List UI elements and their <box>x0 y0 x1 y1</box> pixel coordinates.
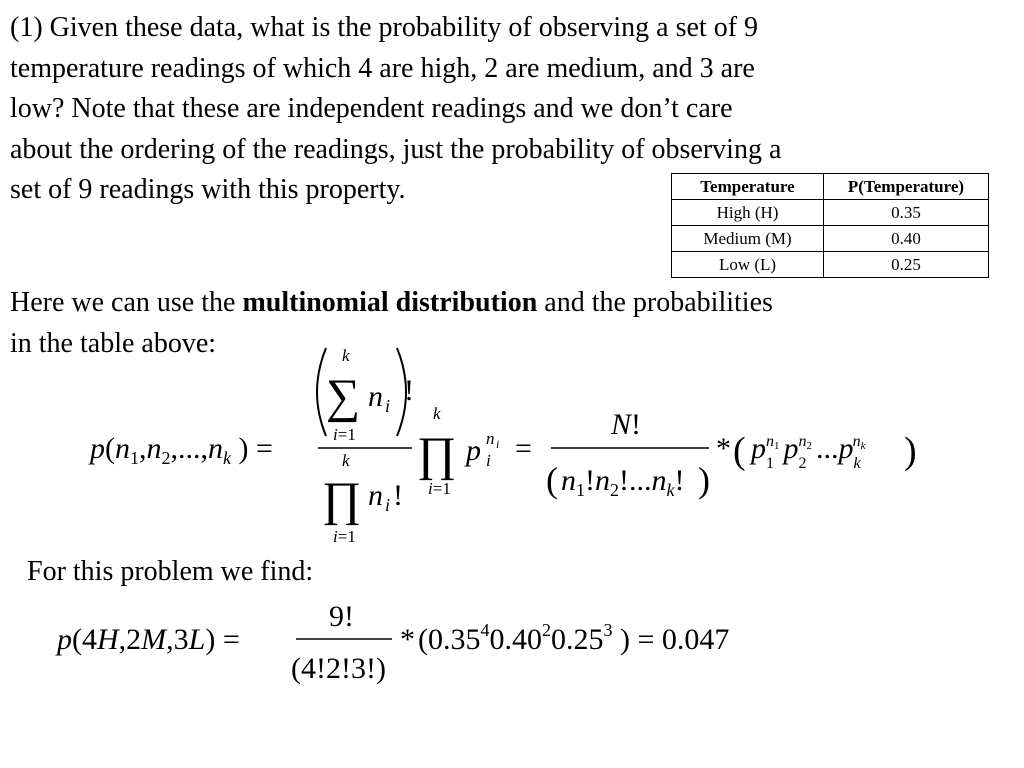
equals-sign: = <box>515 432 532 465</box>
question-line: set of 9 readings with this property. <box>10 174 406 205</box>
general-formula <box>88 346 917 546</box>
specific-numerator: 9! <box>329 600 354 633</box>
prod-term: n <box>368 479 383 512</box>
prod2-term: p <box>466 434 481 467</box>
sum-lower-limit: i=1 <box>333 425 356 444</box>
summation-sign: ∑ <box>326 370 361 423</box>
prod2-exponent: n <box>486 429 495 448</box>
product-open-paren: ( <box>733 430 746 472</box>
explanation-suffix: and the probabilities <box>537 287 773 318</box>
specific-result: 0.047 <box>661 623 730 656</box>
explanation-prefix: Here we can use the <box>10 287 243 318</box>
table-cell-probability: 0.40 <box>824 226 989 252</box>
table-cell-temperature: High (H) <box>672 200 824 226</box>
probability-product: $p_1n1$ $p_2n2$ $...p_knk$ <box>751 432 866 472</box>
general-denominator-close-paren: ) <box>698 460 710 500</box>
prod2-exponent-sub: i <box>496 437 500 451</box>
question-line: (1) Given these data, what is the probability of observing a set of 9 <box>10 12 759 43</box>
factorial-sign: ! <box>404 374 414 407</box>
column-header-temperature: Temperature <box>672 174 824 200</box>
problem-intro: For this problem we find: <box>27 556 314 587</box>
product-close-paren: ) <box>904 430 917 472</box>
explanation-bold-term: multinomial distribution <box>242 287 538 318</box>
prod-lower-limit: i=1 <box>333 527 356 546</box>
explanation-line-2: in the table above: <box>10 327 217 359</box>
product-sign: ∏ <box>322 473 362 526</box>
question-line: temperature readings of which 4 are high, 2 are medium, and 3 are <box>10 52 755 84</box>
specific-denominator: (4!2!3!) <box>291 652 386 685</box>
prod2-upper-limit: k <box>433 404 441 423</box>
question-line: low? Note that these are independent readings and we don’t care <box>10 93 733 124</box>
sum-term: n <box>368 380 383 413</box>
left-paren-shape <box>317 348 326 436</box>
table-cell-temperature: Medium (M) <box>672 226 824 252</box>
prod-term-factorial: ! <box>393 479 403 512</box>
specific-formula <box>55 600 729 685</box>
table-cell-probability: 0.25 <box>824 252 989 278</box>
question-line: about the ordering of the readings, just the probability of observing a <box>10 133 782 165</box>
sum-term-subscript: i <box>385 396 391 416</box>
specific-probability-product: (0.35$^4$0.40$^2$0.25$^3$ ) = 0.047 <box>418 620 730 656</box>
sum-upper-limit: k <box>342 346 350 365</box>
prod-upper-limit: k <box>342 451 350 470</box>
product-sign-2: ∏ <box>417 428 457 481</box>
specific-lhs: p(4H,2M,3L) = <box>57 623 240 656</box>
prod2-lower-limit: i=1 <box>428 479 451 498</box>
multiply-sign: * <box>716 432 731 465</box>
general-formula-lhs: $p(n_1,n_2,...,n_k$ ) = <box>90 432 273 468</box>
general-numerator: N! <box>611 408 642 441</box>
prod2-subscript: i <box>486 451 491 470</box>
table-cell-probability: 0.35 <box>824 200 989 226</box>
specific-multiply: * <box>400 623 415 656</box>
column-header-probability: P(Temperature) <box>824 174 989 200</box>
prod-term-subscript: i <box>385 495 391 515</box>
general-denominator: $n_1!n_2!...n_k$! <box>561 464 685 500</box>
general-denominator-open-paren: ( <box>546 460 558 500</box>
table-cell-temperature: Low (L) <box>672 252 824 278</box>
